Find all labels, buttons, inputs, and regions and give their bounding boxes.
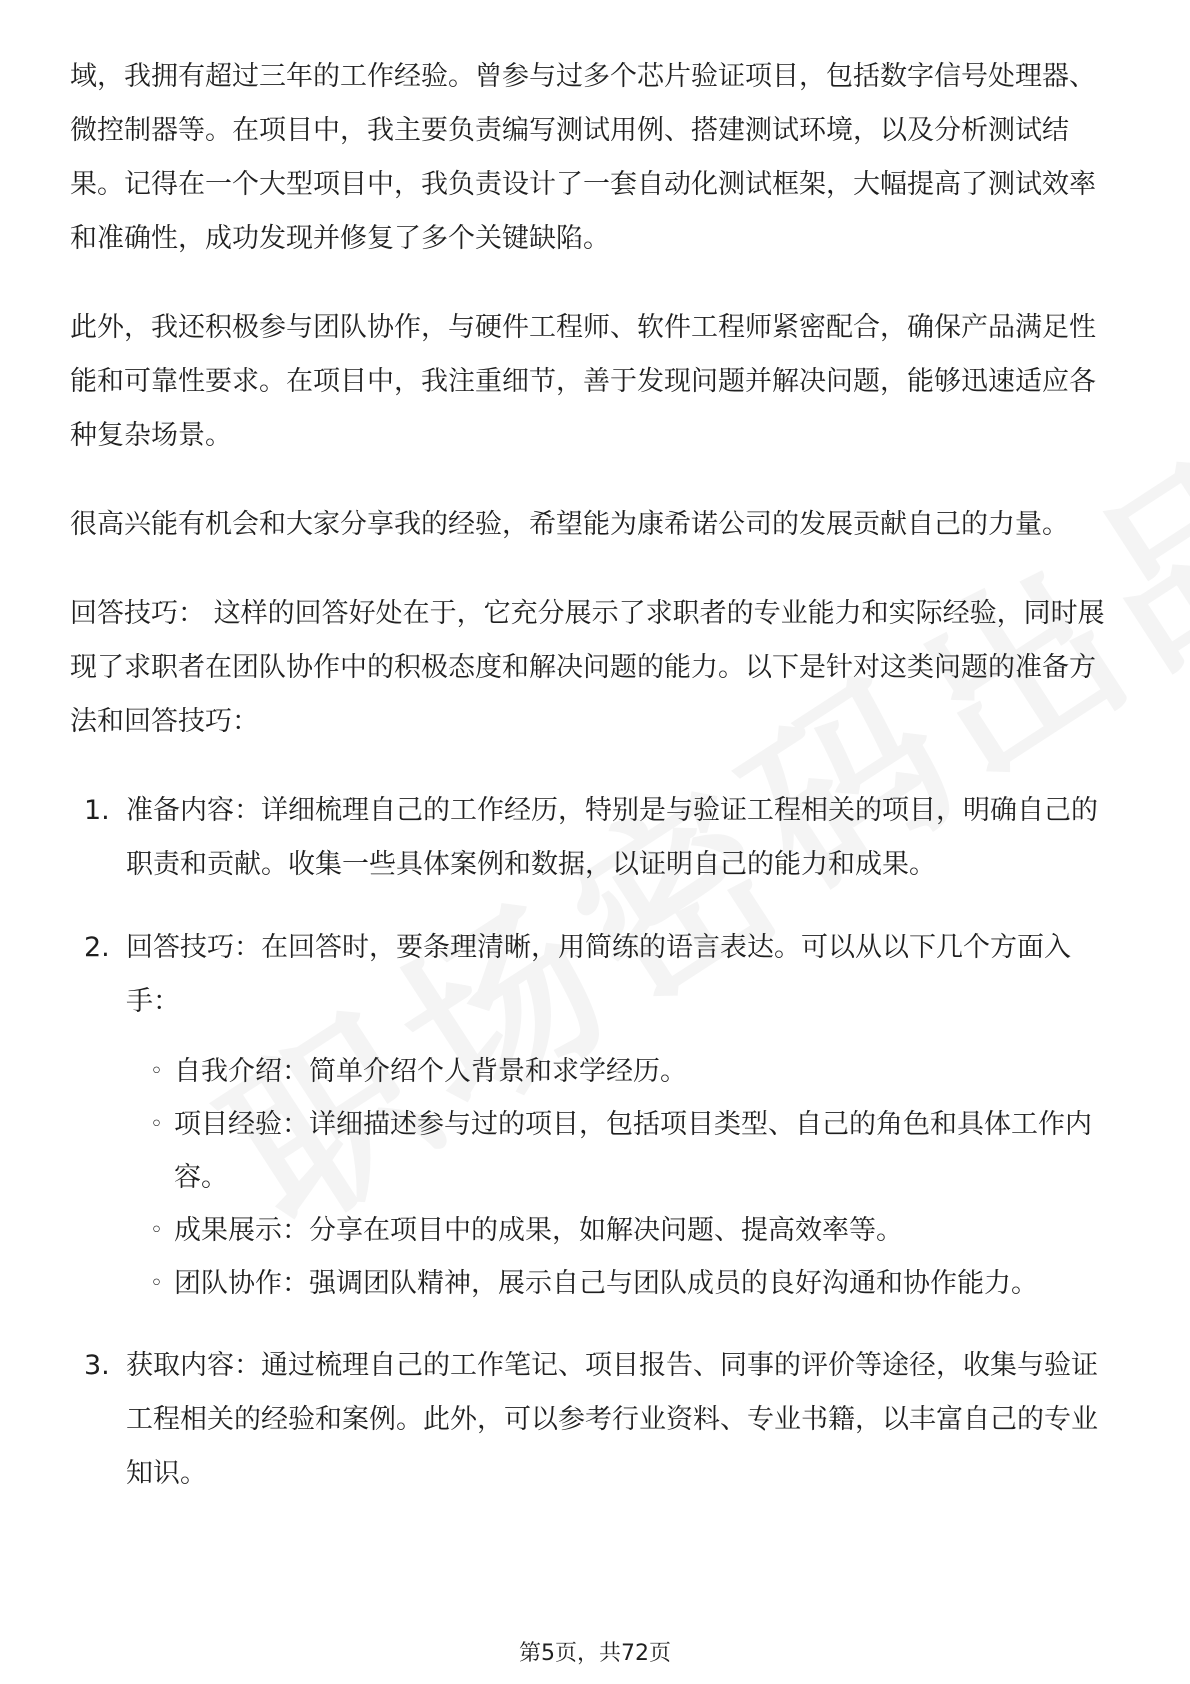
bullet-icon: ◦ (150, 1112, 163, 1137)
list-item-answer-tips (70, 921, 1120, 1310)
sub-item-project-experience (126, 1098, 1120, 1204)
list-item-text: 准备内容：详细梳理自己的工作经历，特别是与验证工程相关的项目，明确自己的职责和贡献。收集一些具体案例和数据，以证明自己的能力和成果。 (126, 795, 1098, 880)
sub-item-results (126, 1204, 1120, 1257)
sub-item-teamwork (126, 1257, 1120, 1310)
list-item-text: 回答技巧：在回答时，要条理清晰，用简练的语言表达。可以从以下几个方面入手： (126, 932, 1071, 1017)
bullet-icon: ◦ (150, 1271, 163, 1296)
paragraph-teamwork: 此外，我还积极参与团队协作，与硬件工程师、软件工程师紧密配合，确保产品满足性能和可靠性要求。在项目中，我注重细节，善于发现问题并解决问题，能够迅速适应各种复杂场景。 (70, 312, 1096, 451)
list-item-obtain-content (70, 1339, 1120, 1501)
page-number: 第5页，共72页 (519, 1641, 671, 1666)
document-body (70, 50, 1120, 1530)
paragraph-answer-tips: 回答技巧： 这样的回答好处在于，它充分展示了求职者的专业能力和实际经验，同时展现了求职者在团队协作中的积极态度和解决问题的能力。以下是针对这类问题的准备方法和回答技巧： (70, 598, 1105, 737)
sub-list (126, 1045, 1120, 1310)
paragraph-closing: 很高兴能有机会和大家分享我的经验，希望能为康希诺公司的发展贡献自己的力量。 (70, 509, 1069, 540)
list-item-prepare-content (70, 784, 1120, 892)
sub-item-text: 成果展示：分享在项目中的成果，如解决问题、提高效率等。 (174, 1215, 903, 1246)
steps-list (70, 784, 1120, 1501)
paragraph-experience: 域，我拥有超过三年的工作经验。曾参与过多个芯片验证项目，包括数字信号处理器、微控制器等。在项目中，我主要负责编写测试用例、搭建测试环境，以及分析测试结果。记得在一个大型项目中，我负责设计了一套自动化测试框架，大幅提高了测试效率和准确性，成功发现并修复了多个关键缺陷。 (70, 61, 1096, 254)
list-number: 2. (84, 932, 110, 963)
sub-item-self-intro (126, 1045, 1120, 1098)
sub-item-text: 自我介绍：简单介绍个人背景和求学经历。 (174, 1056, 687, 1087)
bullet-icon: ◦ (150, 1059, 163, 1084)
bullet-icon: ◦ (150, 1218, 163, 1243)
list-item-text: 获取内容：通过梳理自己的工作笔记、项目报告、同事的评价等途径，收集与验证工程相关的经验和案例。此外，可以参考行业资料、专业书籍，以丰富自己的专业知识。 (126, 1350, 1098, 1489)
sub-item-text: 项目经验：详细描述参与过的项目，包括项目类型、自己的角色和具体工作内容。 (174, 1109, 1092, 1193)
list-number: 3. (84, 1350, 110, 1381)
list-number: 1. (84, 795, 110, 826)
sub-item-text: 团队协作：强调团队精神，展示自己与团队成员的良好沟通和协作能力。 (174, 1268, 1038, 1299)
